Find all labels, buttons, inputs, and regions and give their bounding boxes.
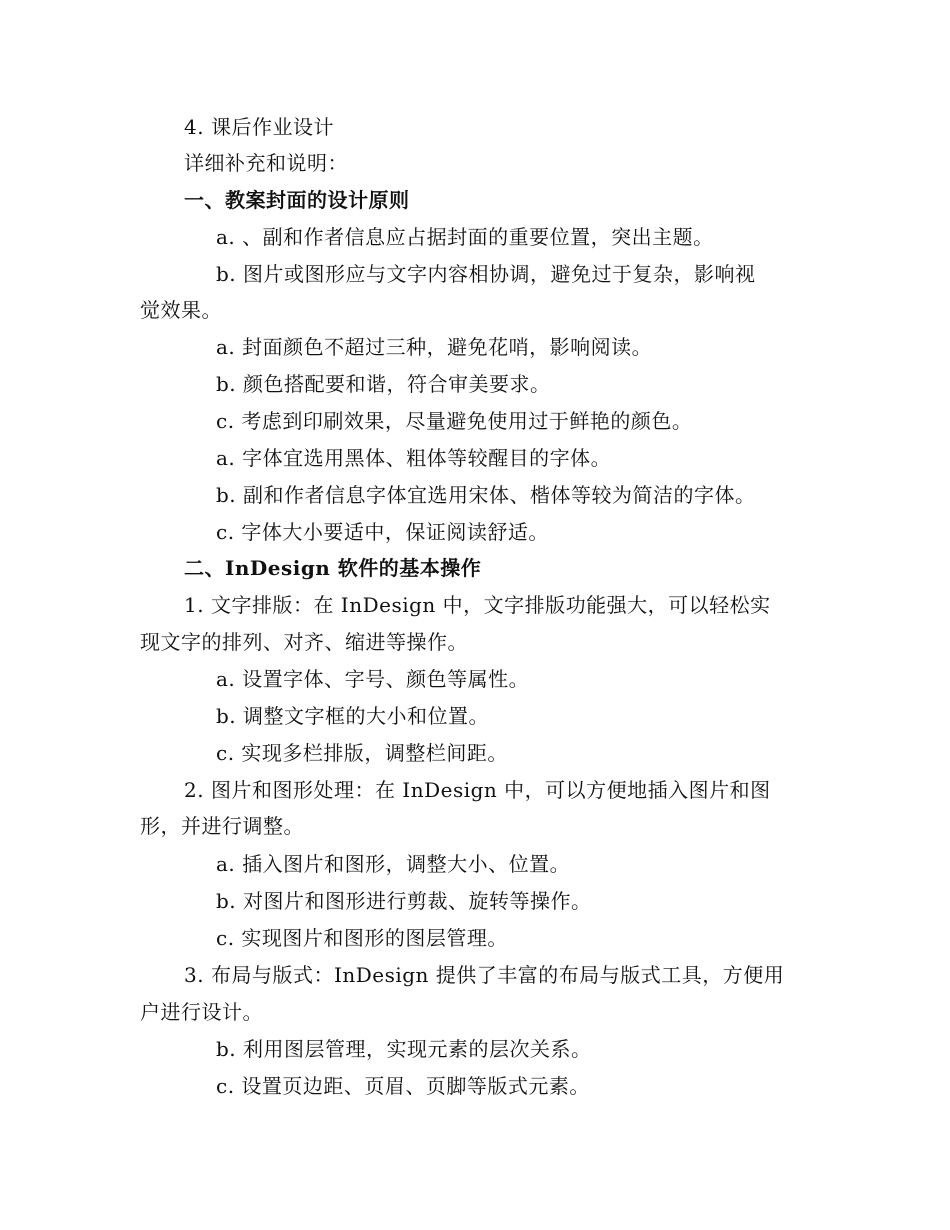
numbered-item: 1. 文字排版：在 InDesign 中，文字排版功能强大，可以轻松实 [184, 593, 771, 617]
numbered-item-continuation: 户进行设计。 [140, 1000, 263, 1024]
list-item: a. 插入图片和图形，调整大小、位置。 [216, 852, 571, 876]
list-item: b. 对图片和图形进行剪裁、旋转等操作。 [216, 889, 592, 913]
list-item: c. 实现多栏排版，调整栏间距。 [216, 741, 508, 765]
list-item: b. 调整文字框的大小和位置。 [216, 704, 490, 728]
list-item-continuation: 觉效果。 [140, 298, 222, 322]
list-item-homework: 4. 课后作业设计 [184, 115, 334, 139]
supplement-label: 详细补充和说明： [184, 151, 348, 175]
list-item: b. 颜色搭配要和谐，符合审美要求。 [216, 372, 551, 396]
list-item: c. 实现图片和图形的图层管理。 [216, 926, 508, 950]
numbered-item: 2. 图片和图形处理：在 InDesign 中，可以方便地插入图片和图 [184, 778, 771, 802]
list-item: c. 设置页边距、页眉、页脚等版式元素。 [216, 1074, 590, 1098]
numbered-item: 3. 布局与版式：InDesign 提供了丰富的布局与版式工具，方便用 [184, 963, 785, 987]
section-heading-cover-principles: 一、教案封面的设计原则 [184, 188, 410, 212]
list-item: b. 图片或图形应与文字内容相协调，避免过于复杂，影响视 [216, 262, 756, 286]
list-item: c. 考虑到印刷效果，尽量避免使用过于鲜艳的颜色。 [216, 409, 693, 433]
numbered-item-continuation: 现文字的排列、对齐、缩进等操作。 [140, 630, 468, 654]
list-item: b. 副和作者信息字体宜选用宋体、楷体等较为简洁的字体。 [216, 483, 756, 507]
section-heading-indesign-basics: 二、InDesign 软件的基本操作 [184, 556, 482, 580]
list-item: b. 利用图层管理，实现元素的层次关系。 [216, 1037, 592, 1061]
list-item: c. 字体大小要适中，保证阅读舒适。 [216, 520, 549, 544]
list-item: a. 字体宜选用黑体、粗体等较醒目的字体。 [216, 446, 612, 470]
list-item: a. 、副和作者信息应占据封面的重要位置，突出主题。 [216, 225, 714, 249]
numbered-item-continuation: 形，并进行调整。 [140, 814, 304, 838]
list-item: a. 封面颜色不超过三种，避免花哨，影响阅读。 [216, 335, 653, 359]
list-item: a. 设置字体、字号、颜色等属性。 [216, 667, 530, 691]
